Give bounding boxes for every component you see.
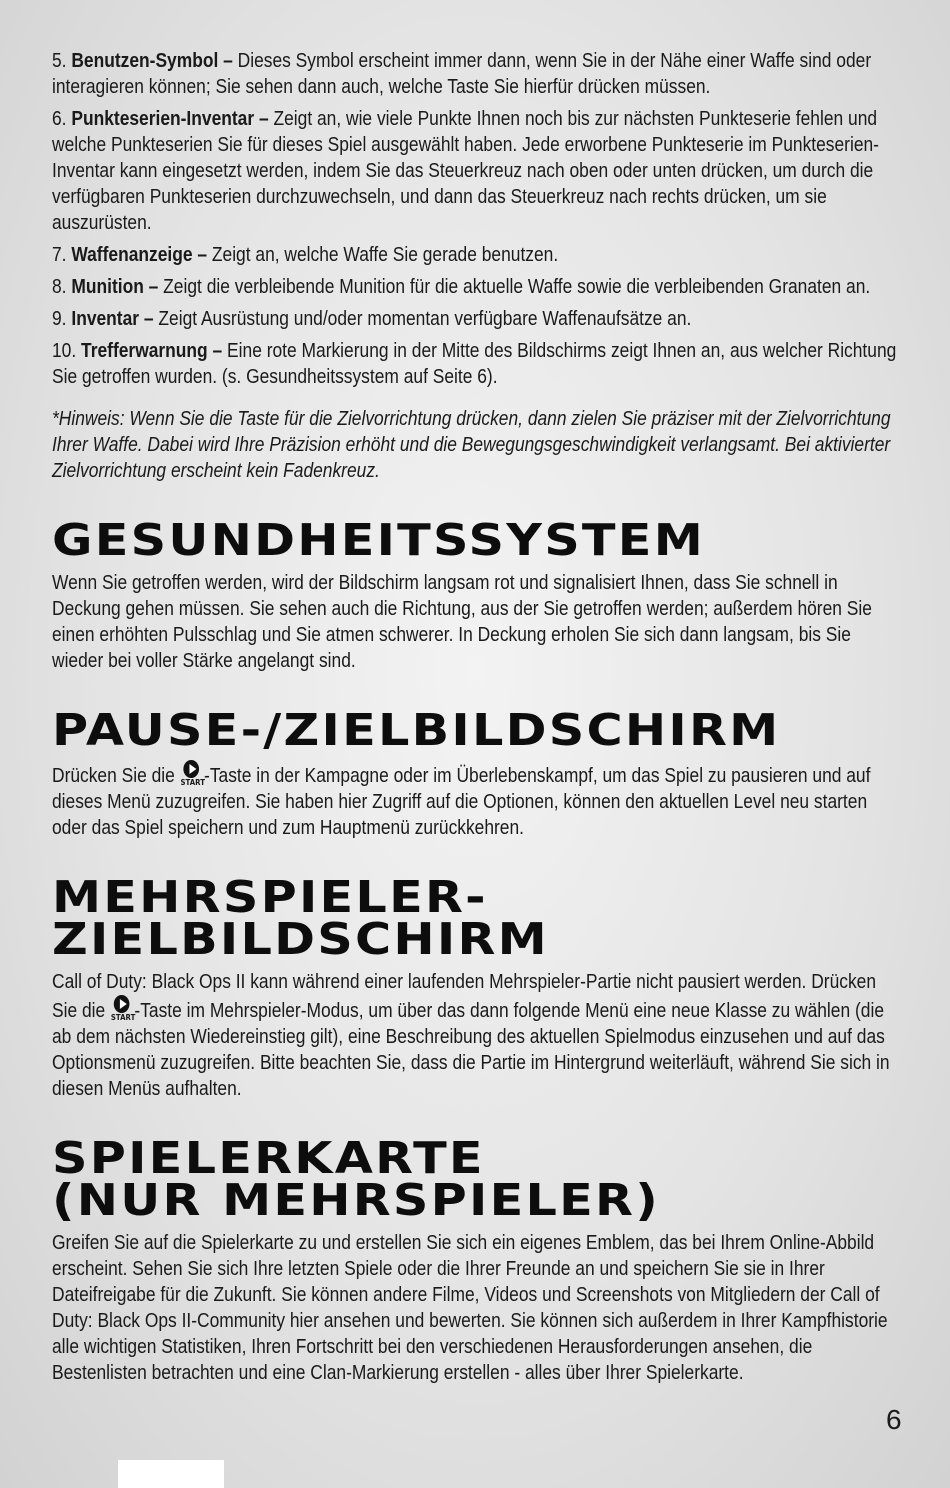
section-pause bbox=[52, 705, 902, 841]
item-term: Trefferwarnung – bbox=[81, 340, 223, 362]
section-body: Greifen Sie auf die Spielerkarte zu und erstellen Sie sich ein eigenes Emblem, das bei Ihrem Online-Abbild erscheint. Sehen Sie sich Ihre letzten Spiele oder die Ihrer Freunde an und speichern Sie sie in Ihrer Dateifreigabe für die Zukunft. Sie können andere Filme, Videos und Screenshots von Mitgliedern der Call of Duty: Black Ops II-Community hier ansehen und bewerten. Sie können sich außerdem in Ihrer Kampfhistorie alle wichtigen Statistiken, Ihren Fortschritt bei den verschiedenen Herausforderungen ansehen, die Bestenlisten betrachten und eine Clan-Markierung erstellen - alles über Ihrer Spielerkarte. bbox=[52, 1232, 888, 1384]
manual-page bbox=[52, 48, 902, 1386]
page-number: 6 bbox=[886, 1404, 902, 1435]
section-heading: MEHRSPIELER- ZIELBILDSCHIRM bbox=[52, 872, 549, 965]
list-item: 10. Trefferwarnung – Eine rote Markierung in der Mitte des Bildschirms zeigt Ihnen an, aus welcher Richtung Sie getroffen wurden. (s. Gesundheitssystem auf Seite 6). bbox=[52, 340, 897, 388]
item-term: Inventar – bbox=[71, 308, 154, 330]
start-button-icon: START bbox=[181, 760, 204, 788]
start-button-icon: START bbox=[111, 995, 134, 1023]
item-term: Benutzen-Symbol – bbox=[71, 50, 233, 72]
section-body: Call of Duty: Black Ops II kann während einer laufenden Mehrspieler-Partie nicht pausiert werden. Drücken Sie die START -Taste im Mehrspieler-Modus, um über das dann folgende Menü eine neue Klasse zu wählen (die ab dem nächsten Wiedereinstieg gilt), eine Beschreibung des aktuellen Spielmodus einzusehen und auf das Optionsmenü zuzugreifen. Bitte beachten Sie, dass die Partie im Hintergrund weiterläuft, während Sie sich in diesen Menüs aufhalten. bbox=[52, 971, 890, 1100]
footer-strip bbox=[118, 1460, 224, 1488]
hud-item-list bbox=[52, 48, 902, 390]
item-term: Punkteserien-Inventar – bbox=[71, 108, 269, 130]
section-multiplayer bbox=[52, 872, 902, 1102]
list-item: 7. Waffenanzeige – Zeigt an, welche Waffe Sie gerade benutzen. bbox=[52, 244, 559, 266]
list-item: 8. Munition – Zeigt die verbleibende Munition für die aktuelle Waffe sowie die verbleibenden Granaten an. bbox=[52, 276, 871, 298]
section-body: Wenn Sie getroffen werden, wird der Bildschirm langsam rot und signalisiert Ihnen, dass Sie schnell in Deckung gehen müssen. Sie sehen auch die Richtung, aus der Sie getroffen werden; außerdem hören Sie einen erhöhten Pulsschlag und Sie atmen schwerer. In Deckung erholen Sie sich dann langsam, bis Sie wieder bei voller Stärke angelangt sind. bbox=[52, 572, 872, 672]
list-item: 5. Benutzen-Symbol – Dieses Symbol erscheint immer dann, wenn Sie in der Nähe einer Waffe sind oder interagieren können; Sie sehen dann auch, welche Taste Sie hierfür drücken müssen. bbox=[52, 50, 872, 98]
item-term: Waffenanzeige – bbox=[71, 244, 208, 266]
section-player-card bbox=[52, 1133, 902, 1386]
section-body: Drücken Sie die START -Taste in der Kampagne oder im Überlebenskampf, um das Spiel zu pausieren und auf dieses Menü zuzugreifen. Sie haben hier Zugriff auf die Optionen, können den aktuellen Level neu starten oder das Spiel speichern und zum Hauptmenü zurückkehren. bbox=[52, 760, 902, 841]
list-item: 6. Punkteserien-Inventar – Zeigt an, wie viele Punkte Ihnen noch bis zur nächsten Punkteserie fehlen und welche Punkteserien Sie für dieses Spiel ausgewählt haben. Jede erworbene Punkteserie im Punkteserien-Inventar kann eingesetzt werden, indem Sie das Steuerkreuz nach oben oder unten drücken, um durch die verfügbaren Punkteserien durchzuwechseln, und dann das Steuerkreuz nach rechts drücken, um sie auszurüsten. bbox=[52, 108, 879, 234]
section-heading: GESUNDHEITSSYSTEM bbox=[52, 515, 705, 566]
section-heading: SPIELERKARTE (NUR MEHRSPIELER) bbox=[52, 1133, 661, 1226]
item-term: Munition – bbox=[71, 276, 159, 298]
section-heading: PAUSE-/ZIELBILDSCHIRM bbox=[52, 705, 781, 756]
aim-note: *Hinweis: Wenn Sie die Taste für die Zielvorrichtung drücken, dann zielen Sie präziser mit der Zielvorrichtung Ihrer Waffe. Dabei wird Ihre Präzision erhöht und die Bewegungsgeschwindigkeit verlangsamt. Bei aktivierter Zielvorrichtung erscheint kein Fadenkreuz. bbox=[52, 408, 891, 482]
list-item: 9. Inventar – Zeigt Ausrüstung und/oder momentan verfügbare Waffenaufsätze an. bbox=[52, 308, 692, 330]
section-health bbox=[52, 515, 902, 674]
